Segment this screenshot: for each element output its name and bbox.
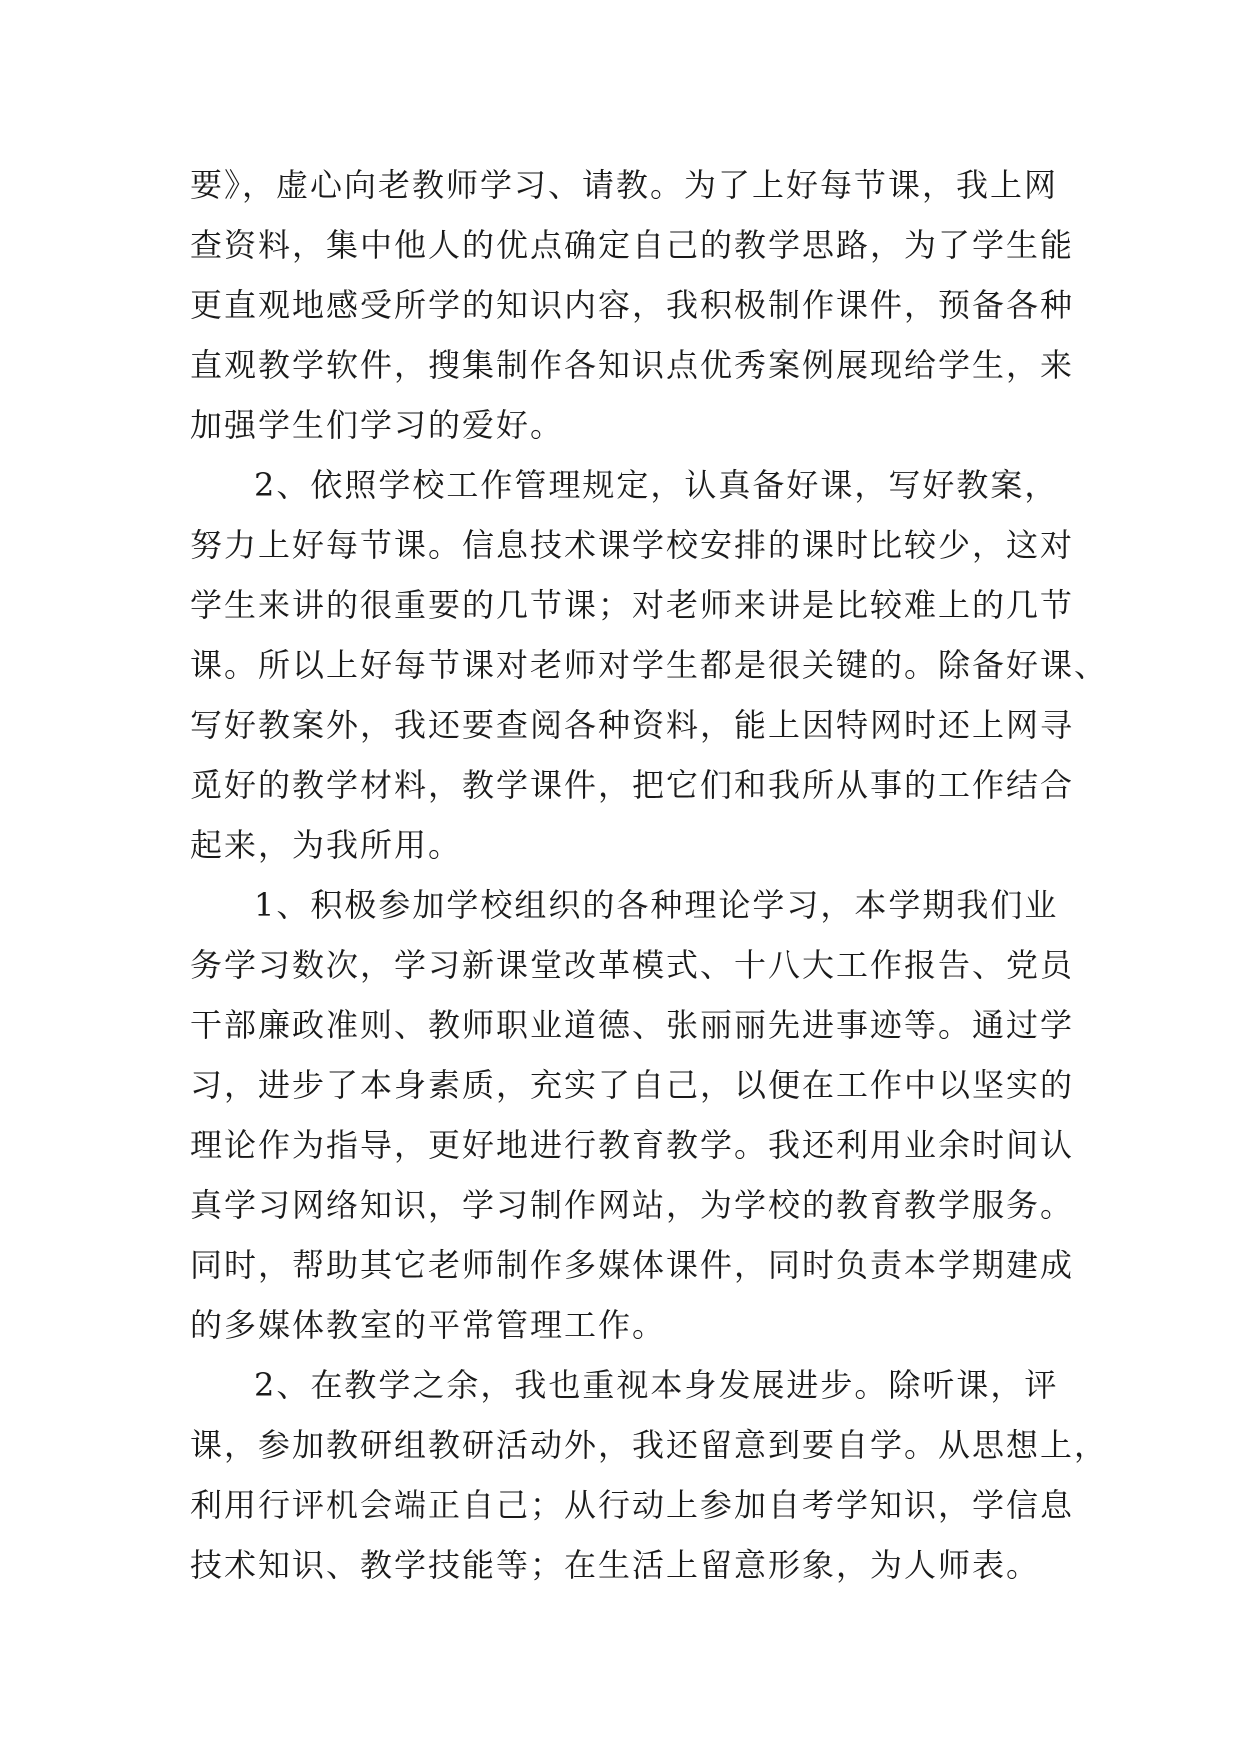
text-line: 学生来讲的很重要的几节课；对老师来讲是比较难上的几节 bbox=[190, 586, 1075, 624]
text-line: 加强学生们学习的爱好。 bbox=[190, 406, 565, 444]
text-line: 努力上好每节课。信息技术课学校安排的课时比较少，这对 bbox=[190, 526, 1075, 564]
paragraph-start-line: 1、积极参加学校组织的各种理论学习，本学期我们业 bbox=[254, 886, 1059, 924]
paragraph-start-line: 2、在教学之余，我也重视本身发展进步。除听课，评 bbox=[254, 1366, 1059, 1404]
text-line: 写好教案外，我还要查阅各种资料，能上因特网时还上网寻 bbox=[190, 706, 1075, 744]
text-line: 更直观地感受所学的知识内容，我积极制作课件，预备各种 bbox=[190, 286, 1075, 324]
text-line: 技术知识、教学技能等；在生活上留意形象，为人师表。 bbox=[190, 1546, 1041, 1584]
text-line: 同时，帮助其它老师制作多媒体课件，同时负责本学期建成 bbox=[190, 1246, 1075, 1284]
text-line: 干部廉政准则、教师职业道德、张丽丽先进事迹等。通过学 bbox=[190, 1006, 1075, 1044]
text-line: 习，进步了本身素质，充实了自己，以便在工作中以坚实的 bbox=[190, 1066, 1075, 1104]
text-line: 查资料，集中他人的优点确定自己的教学思路，为了学生能 bbox=[190, 226, 1075, 264]
text-line: 理论作为指导，更好地进行教育教学。我还利用业余时间认 bbox=[190, 1126, 1075, 1164]
text-line: 起来，为我所用。 bbox=[190, 826, 463, 864]
text-line: 务学习数次，学习新课堂改革模式、十八大工作报告、党员 bbox=[190, 946, 1075, 984]
text-line: 真学习网络知识，学习制作网站，为学校的教育教学服务。 bbox=[190, 1186, 1075, 1224]
text-line: 课，参加教研组教研活动外，我还留意到要自学。从思想上， bbox=[190, 1426, 1109, 1464]
text-line: 利用行评机会端正自己；从行动上参加自考学知识，学信息 bbox=[190, 1486, 1075, 1524]
text-line: 要》，虚心向老教师学习、请教。为了上好每节课，我上网 bbox=[190, 166, 1059, 204]
text-line: 课。所以上好每节课对老师对学生都是很关键的。除备好课、 bbox=[190, 646, 1109, 684]
text-line: 的多媒体教室的平常管理工作。 bbox=[190, 1306, 667, 1344]
text-line: 直观教学软件，搜集制作各知识点优秀案例展现给学生，来 bbox=[190, 346, 1075, 384]
paragraph-start-line: 2、依照学校工作管理规定，认真备好课，写好教案， bbox=[254, 466, 1059, 504]
text-line: 觅好的教学材料，教学课件，把它们和我所从事的工作结合 bbox=[190, 766, 1075, 804]
